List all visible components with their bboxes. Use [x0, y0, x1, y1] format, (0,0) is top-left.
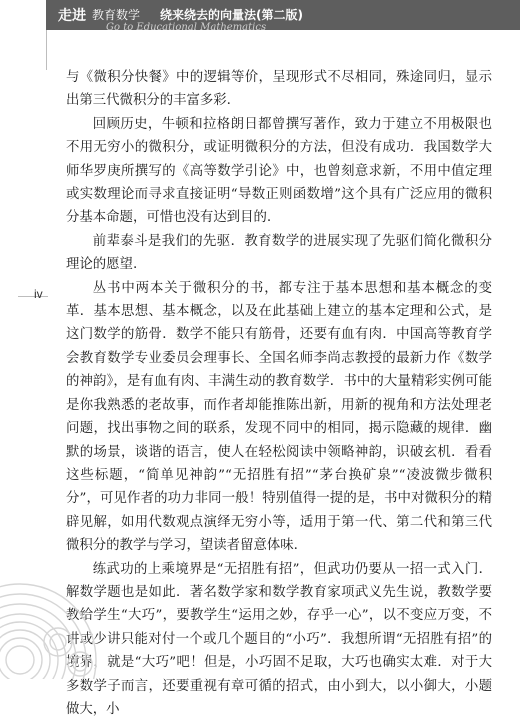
series-subtitle: 教育数学	[92, 8, 141, 22]
body-text	[66, 66, 492, 721]
paragraph: 前辈泰斗是我们的先驱．教育数学的进展实现了先驱们简化微积分理论的愿望.	[66, 233, 492, 273]
paragraph: 回顾历史，牛顿和拉格朗日都曾撰写著作，致力于建立不用极限也不用无穷小的微积分，或证明微积分的方法，但没有成功．我国数学大师华罗庚所撰写的《高等数学引论》中，也曾刻意求新，不用中值定理或实数理论而寻求直接证明“导数正则函数增”这个具有广泛应用的微积分基本命题，可惜也没有达到目的.	[66, 116, 492, 226]
margin-rule	[18, 296, 48, 297]
paragraph: 丛书中两本关于微积分的书，都专注于基本思想和基本概念的变革．基本思想、基本概念，以及在此基础上建立的基本定理和公式，是这门数学的筋骨．数学不能只有筋骨，还要有血有肉．中国高等教育学会教育数学专业委员会理事长、全国名师李尚志教授的最新力作《数学的神韵》，是有血有肉、丰满生动的教育数学．书中的大量精彩实例可能是你我熟悉的老故事，而作者却能推陈出新，用新的视角和方法处理老问题，找出事物之间的联系，发现不同中的相同，揭示隐藏的规律．幽默的场景，谈谐的语言，使人在轻松阅读中领略神韵，识破玄机．看看这些标题，“简单见神韵”“无招胜有招”“茅台换矿泉”“凌波微步微积分”，可见作者的功力非同一般！特别值得一提的是，书中对微积分的精辟见解，如用代数观点演绎无穷小等，适用于第一代、第二代和第三代微积分的教学与学习，望读者留意体味.	[66, 280, 492, 554]
decorative-swirl-ornament	[0, 560, 120, 679]
running-header	[46, 0, 520, 33]
paragraph: 与《微积分快餐》中的逻辑等价，呈现形式不尽相同，殊途同归，显示出第三代微积分的丰富多彩.	[66, 70, 492, 109]
paragraph: 练武功的上乘境界是“无招胜有招”，但武功仍要从一招一式入门．解数学题也是如此．著名数学家和数学教育家项武义先生说，教数学要教给学生“大巧”，要教学生“运用之妙，存乎一心”，以不变应万变，不讲或少讲只能对付一个或几个题目的“小巧”．我想所谓“无招胜有招”的境界，就是“大巧”吧！但是，小巧固不足取，大巧也确实太难．对于大多数学子而言，还要重视有章可循的招式，由小到大，以小御大，小题做大，小	[66, 561, 492, 717]
english-subtitle: Go to Educational Mathematics	[106, 22, 267, 33]
page-number: iv	[34, 287, 43, 301]
header-divider	[46, 30, 47, 70]
series-label: 走进	[58, 8, 86, 24]
book-title: 绕来绕去的向量法(第二版)	[160, 8, 303, 22]
